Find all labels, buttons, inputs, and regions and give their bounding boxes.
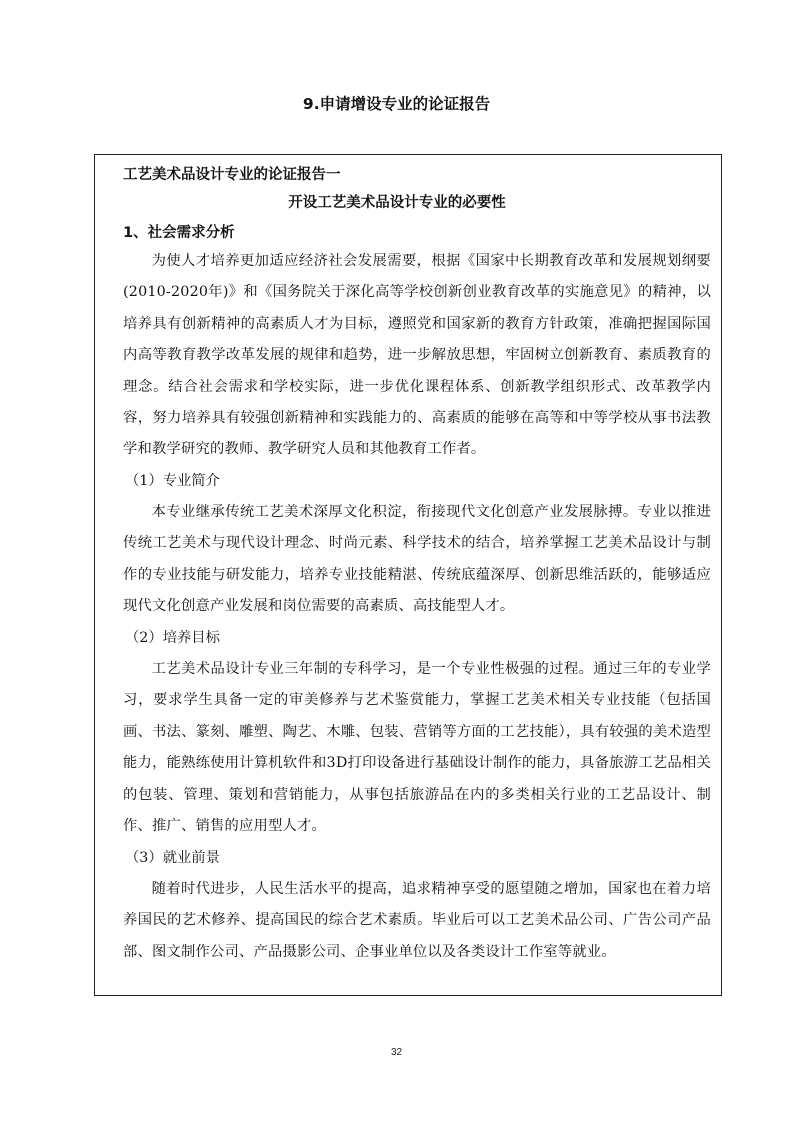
paragraph-goal: 工艺美术品设计专业三年制的专科学习，是一个专业性极强的过程。通过三年的专业学习，要求学生具备一定的审美修养与艺术鉴赏能力，掌握工艺美术相关专业技能（包括国画、书法、篆刻、雕塑、陶艺、木雕、包装、营销等方面的工艺技能），具有较强的美术造型能力，能熟练使用计算机软件和3D打印设备进行基础设计制作的能力，具备旅游工艺品相关的包装、管理、策划和营销能力，从事包括旅游品在内的多类相关行业的工艺品设计、制作、推广、销售的应用型人才。	[123, 661, 711, 835]
subsection-heading-career: （3）就业前景	[125, 850, 220, 866]
subsection-heading-goal: （2）培养目标	[125, 630, 220, 646]
page-title: 9.申请增设专业的论证报告	[302, 95, 491, 113]
report-subtitle: 开设工艺美术品设计专业的必要性	[288, 195, 506, 211]
report-title: 工艺美术品设计专业的论证报告一	[123, 167, 341, 183]
page-number: 32	[390, 1047, 403, 1058]
subsection-heading-profile: （1）专业简介	[125, 473, 220, 489]
section-heading-social-demand: 1、社会需求分析	[123, 225, 235, 241]
report-box	[94, 154, 722, 996]
paragraph-intro: 为使人才培养更加适应经济社会发展需要，根据《国家中长期教育改革和发展规划纲要(2010-2020年)》和《国务院关于深化高等学校创新创业教育改革的实施意见》的精神，以培养具有创新精神的高素质人才为目标，遵照党和国家新的教育方针政策，准确把握国际国内高等教育教学改革发展的规律和趋势，进一步解放思想，牢固树立创新教育、素质教育的理念。结合社会需求和学校实际，进一步优化课程体系、创新教学组织形式、改革教学内容，努力培养具有较强创新精神和实践能力的、高素质的能够在高等和中等学校从事书法教学和教学研究的教师、教学研究人员和其他教育工作者。	[123, 253, 711, 458]
paragraph-profile: 本专业继承传统工艺美术深厚文化积淀，衔接现代文化创意产业发展脉搏。专业以推进传统工艺美术与现代设计理念、时尚元素、科学技术的结合，培养掌握工艺美术品设计与制作的专业技能与研发能力，培养专业技能精湛、传统底蕴深厚、创新思维活跃的，能够适应现代文化创意产业发展和岗位需要的高素质、高技能型人才。	[123, 504, 711, 615]
paragraph-career: 随着时代进步，人民生活水平的提高，追求精神享受的愿望随之增加，国家也在着力培养国民的艺术修养、提高国民的综合艺术素质。毕业后可以工艺美术品公司、广告公司产品部、图文制作公司、产品摄影公司、企事业单位以及各类设计工作室等就业。	[123, 881, 711, 960]
